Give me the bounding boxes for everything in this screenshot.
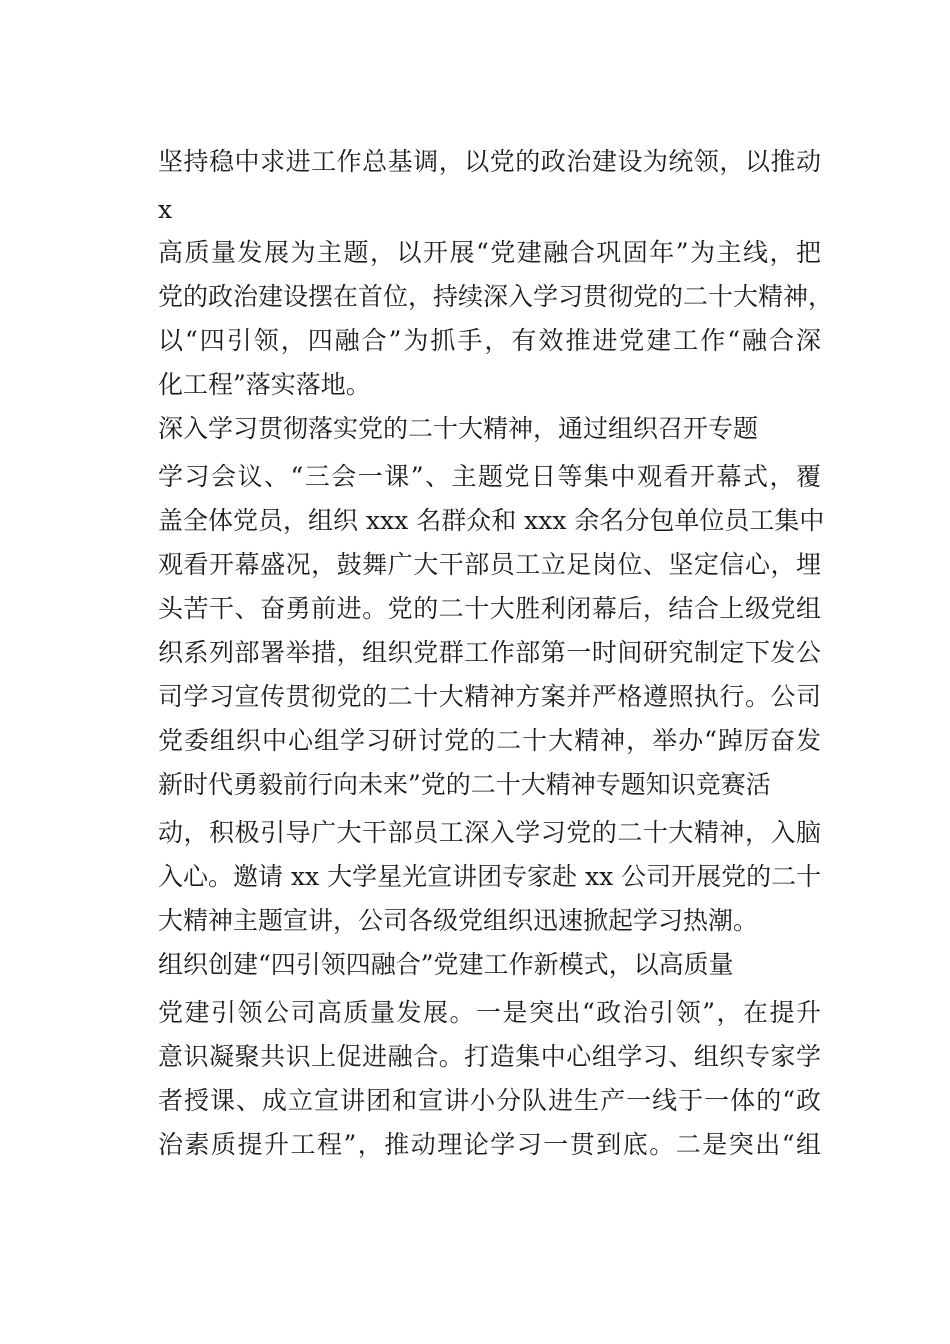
text-line: x xyxy=(158,195,173,224)
text-line: 组织创建“四引领四融合”党建工作新模式，以高质量 xyxy=(158,950,734,979)
text-line: 党的政治建设摆在首位，持续深入学习贯彻党的二十大精神， xyxy=(158,282,834,311)
text-line: 头苦干、奋勇前进。党的二十大胜利闭幕后，结合上级党组 xyxy=(158,594,821,623)
text-line: 者授课、成立宣讲团和宣讲小分队进生产一线于一体的“政 xyxy=(158,1086,821,1115)
text-line: 高质量发展为主题，以开展“党建融合巩固年”为主线，把 xyxy=(158,238,821,267)
text-line: 新时代勇毅前行向未来”党的二十大精神专题知识竞赛活 xyxy=(158,770,771,799)
text-line: 动，积极引导广大干部员工深入学习党的二十大精神，入脑 xyxy=(158,818,821,847)
text-line: 司学习宣传贯彻党的二十大精神方案并严格遵照执行。公司 xyxy=(158,682,821,711)
text-line: 深入学习贯彻落实党的二十大精神，通过组织召开专题 xyxy=(158,414,759,443)
text-line: 化工程”落实落地。 xyxy=(158,370,371,399)
text-line: 大精神主题宣讲，公司各级党组织迅速掀起学习热潮。 xyxy=(158,906,759,935)
text-line: 入心。邀请 xx 大学星光宣讲团专家赴 xx 公司开展党的二十 xyxy=(158,862,822,891)
text-line: 盖全体党员，组织 xxx 名群众和 xxx 余名分包单位员工集中 xyxy=(158,506,825,535)
text-line: 党委组织中心组学习研讨党的二十大精神，举办“踔厉奋发 xyxy=(158,726,821,755)
text-line: 织系列部署举措，组织党群工作部第一时间研究制定下发公 xyxy=(158,638,821,667)
text-line: 治素质提升工程”，推动理论学习一贯到底。二是突出“组 xyxy=(158,1130,821,1159)
text-line: 意识凝聚共识上促进融合。打造集中心组学习、组织专家学 xyxy=(158,1042,821,1071)
text-line: 以“四引领，四融合”为抓手，有效推进党建工作“融合深 xyxy=(158,326,821,355)
text-line: 党建引领公司高质量发展。一是突出“政治引领”，在提升 xyxy=(158,998,821,1027)
text-line: 学习会议、“三会一课”、主题党日等集中观看开幕式，覆 xyxy=(158,462,821,491)
text-line: 观看开幕盛况，鼓舞广大干部员工立足岗位、坚定信心，埋 xyxy=(158,550,821,579)
text-line: 坚持稳中求进工作总基调，以党的政治建设为统领，以推动 xyxy=(158,147,821,176)
